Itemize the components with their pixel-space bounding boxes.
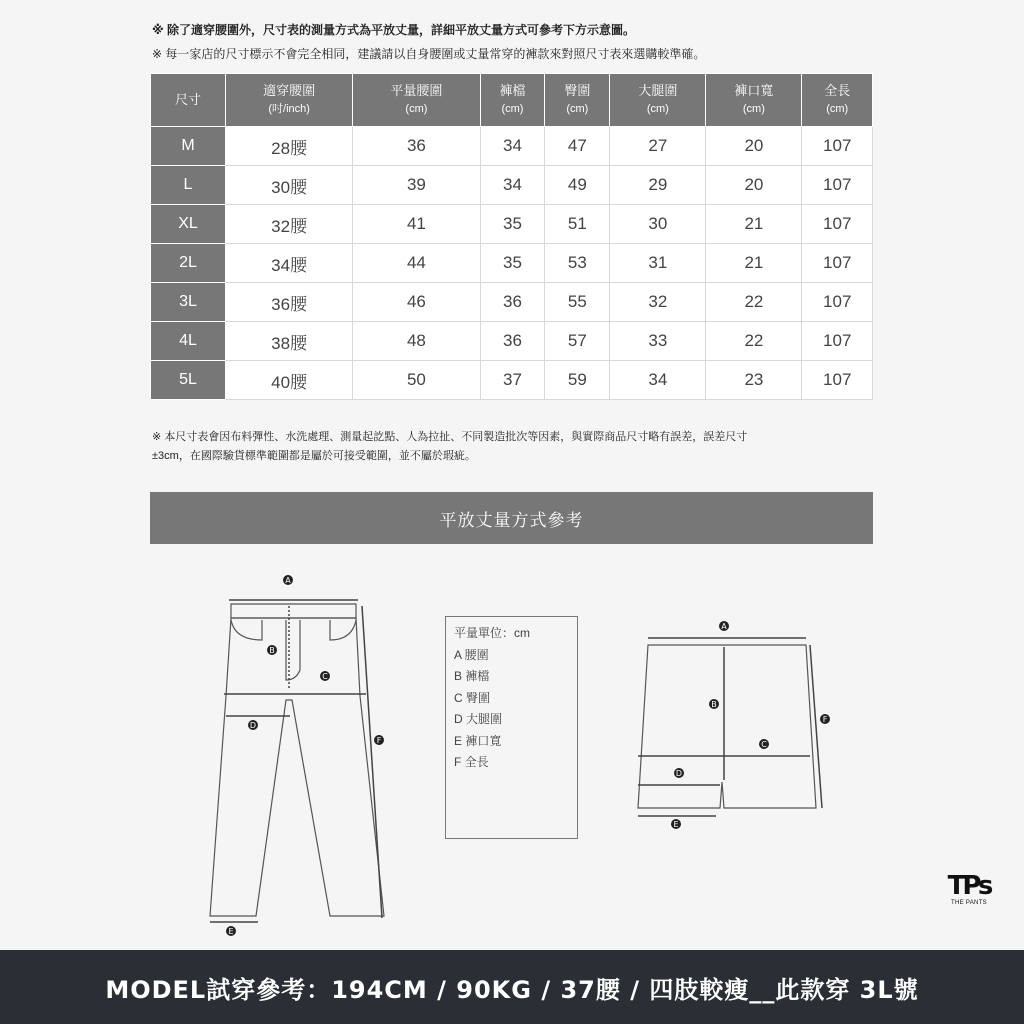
legend-title: 平量單位：cm bbox=[454, 626, 530, 640]
table-cell: 35 bbox=[480, 244, 545, 283]
size-label-cell: 5L bbox=[151, 361, 226, 400]
table-cell: 33 bbox=[610, 322, 706, 361]
legend-item: B 褲檔 bbox=[454, 669, 490, 683]
table-cell: 23 bbox=[706, 361, 802, 400]
table-cell: 38腰 bbox=[226, 322, 353, 361]
table-cell: 49 bbox=[545, 166, 610, 205]
table-cell: 36腰 bbox=[226, 283, 353, 322]
marker-c-pants bbox=[320, 671, 330, 681]
table-cell: 107 bbox=[802, 166, 873, 205]
table-cell: 22 bbox=[706, 322, 802, 361]
table-row bbox=[151, 166, 873, 205]
table-cell: 59 bbox=[545, 361, 610, 400]
table-cell: 37 bbox=[480, 361, 545, 400]
table-cell: 47 bbox=[545, 127, 610, 166]
marker-e-pants bbox=[226, 926, 236, 936]
size-label-cell: M bbox=[151, 127, 226, 166]
size-label-cell: 4L bbox=[151, 322, 226, 361]
footer-text: MODEL試穿參考：194CM / 90KG / 37腰 / 四肢較瘦__此款穿 3L號 bbox=[105, 975, 919, 1004]
marker-a-shorts bbox=[719, 621, 729, 631]
size-label-cell: 2L bbox=[151, 244, 226, 283]
table-cell: 22 bbox=[706, 283, 802, 322]
table-cell: 35 bbox=[480, 205, 545, 244]
header-hip: 臀圍 (cm) bbox=[545, 74, 610, 127]
marker-f-pants bbox=[374, 735, 384, 745]
notes bbox=[152, 18, 872, 66]
table-cell: 34腰 bbox=[226, 244, 353, 283]
table-cell: 107 bbox=[802, 361, 873, 400]
table-cell: 55 bbox=[545, 283, 610, 322]
section-title: 平放丈量方式參考 bbox=[439, 510, 584, 530]
size-chart-table bbox=[150, 73, 873, 400]
table-cell: 46 bbox=[353, 283, 480, 322]
table-cell: 51 bbox=[545, 205, 610, 244]
marker-a-pants bbox=[283, 575, 293, 585]
note-line-2: ※ 每一家店的尺寸標示不會完全相同，建議請以自身腰圍或丈量常穿的褲款來對照尺寸表來選購較準確。 bbox=[152, 47, 706, 61]
measurement-legend bbox=[445, 616, 578, 839]
disclaimer bbox=[152, 428, 872, 466]
svg-text:C: C bbox=[322, 672, 328, 681]
marker-e-shorts bbox=[671, 819, 681, 829]
table-cell: 107 bbox=[802, 205, 873, 244]
table-cell: 50 bbox=[353, 361, 480, 400]
svg-text:E: E bbox=[673, 820, 679, 829]
marker-b-pants bbox=[267, 645, 277, 655]
size-label-cell: L bbox=[151, 166, 226, 205]
size-label-cell: 3L bbox=[151, 283, 226, 322]
table-cell: 36 bbox=[480, 322, 545, 361]
table-cell: 36 bbox=[480, 283, 545, 322]
header-size: 尺寸 bbox=[151, 74, 226, 127]
legend-item: A 腰圍 bbox=[454, 647, 489, 662]
marker-d-pants bbox=[248, 720, 258, 730]
logo-mark: TPs bbox=[947, 871, 991, 901]
marker-b-shorts bbox=[709, 699, 719, 709]
legend-item: E 褲口寬 bbox=[454, 733, 502, 748]
svg-text:A: A bbox=[721, 622, 727, 631]
table-header-row bbox=[151, 74, 873, 127]
disclaimer-line-2: ±3cm，在國際驗貨標準範圍都是屬於可接受範圍，並不屬於瑕疵。 bbox=[152, 450, 476, 462]
table-cell: 27 bbox=[610, 127, 706, 166]
table-row bbox=[151, 244, 873, 283]
legend-item: C 臀圍 bbox=[454, 690, 491, 705]
svg-text:F: F bbox=[822, 715, 828, 724]
header-hem: 褲口寬 (cm) bbox=[706, 74, 802, 127]
table-cell: 57 bbox=[545, 322, 610, 361]
model-reference-footer bbox=[0, 950, 1024, 1024]
table-cell: 40腰 bbox=[226, 361, 353, 400]
table-cell: 30 bbox=[610, 205, 706, 244]
table-cell: 44 bbox=[353, 244, 480, 283]
table-row bbox=[151, 361, 873, 400]
table-cell: 32 bbox=[610, 283, 706, 322]
table-cell: 53 bbox=[545, 244, 610, 283]
svg-text:C: C bbox=[761, 740, 767, 749]
table-row bbox=[151, 283, 873, 322]
table-cell: 28腰 bbox=[226, 127, 353, 166]
svg-text:D: D bbox=[675, 769, 683, 778]
table-cell: 107 bbox=[802, 127, 873, 166]
header-flat-waist: 平量腰圍 (cm) bbox=[353, 74, 480, 127]
marker-c-shorts bbox=[759, 739, 769, 749]
disclaimer-line-1: ※ 本尺寸表會因布料彈性、水洗處理、測量起訖點、人為拉扯、不同製造批次等因素，與實際商品尺寸略有誤差，誤差尺寸 bbox=[152, 431, 748, 443]
table-cell: 21 bbox=[706, 205, 802, 244]
header-fit-waist: 適穿腰圍 (吋/inch) bbox=[226, 74, 353, 127]
table-row bbox=[151, 322, 873, 361]
table-cell: 20 bbox=[706, 127, 802, 166]
svg-text:B: B bbox=[711, 700, 717, 709]
table-cell: 41 bbox=[353, 205, 480, 244]
table-cell: 30腰 bbox=[226, 166, 353, 205]
table-cell: 34 bbox=[480, 166, 545, 205]
table-cell: 107 bbox=[802, 244, 873, 283]
table-cell: 21 bbox=[706, 244, 802, 283]
table-cell: 34 bbox=[610, 361, 706, 400]
header-thigh: 大腿圍 (cm) bbox=[610, 74, 706, 127]
svg-text:A: A bbox=[285, 576, 291, 585]
header-length: 全長 (cm) bbox=[802, 74, 873, 127]
marker-f-shorts bbox=[820, 714, 830, 724]
table-cell: 32腰 bbox=[226, 205, 353, 244]
table-cell: 20 bbox=[706, 166, 802, 205]
table-cell: 107 bbox=[802, 322, 873, 361]
header-rise: 褲檔 (cm) bbox=[480, 74, 545, 127]
svg-text:F: F bbox=[376, 736, 382, 745]
marker-d-shorts bbox=[674, 768, 684, 778]
table-cell: 107 bbox=[802, 283, 873, 322]
size-label-cell: XL bbox=[151, 205, 226, 244]
table-row bbox=[151, 127, 873, 166]
table-cell: 29 bbox=[610, 166, 706, 205]
table-row bbox=[151, 205, 873, 244]
note-line-1: ※ 除了適穿腰圍外，尺寸表的測量方式為平放丈量，詳細平放丈量方式可參考下方示意圖。 bbox=[152, 23, 636, 37]
svg-text:D: D bbox=[249, 721, 257, 730]
svg-text:E: E bbox=[228, 927, 234, 936]
table-cell: 36 bbox=[353, 127, 480, 166]
table-cell: 31 bbox=[610, 244, 706, 283]
legend-item: D 大腿圍 bbox=[454, 712, 503, 726]
svg-text:B: B bbox=[269, 646, 275, 655]
table-cell: 39 bbox=[353, 166, 480, 205]
section-title-bar bbox=[150, 492, 873, 544]
legend-item: F 全長 bbox=[454, 755, 489, 769]
brand-logo bbox=[944, 872, 994, 906]
table-cell: 48 bbox=[353, 322, 480, 361]
table-cell: 34 bbox=[480, 127, 545, 166]
logo-brand-name: THE PANTS bbox=[951, 900, 987, 906]
